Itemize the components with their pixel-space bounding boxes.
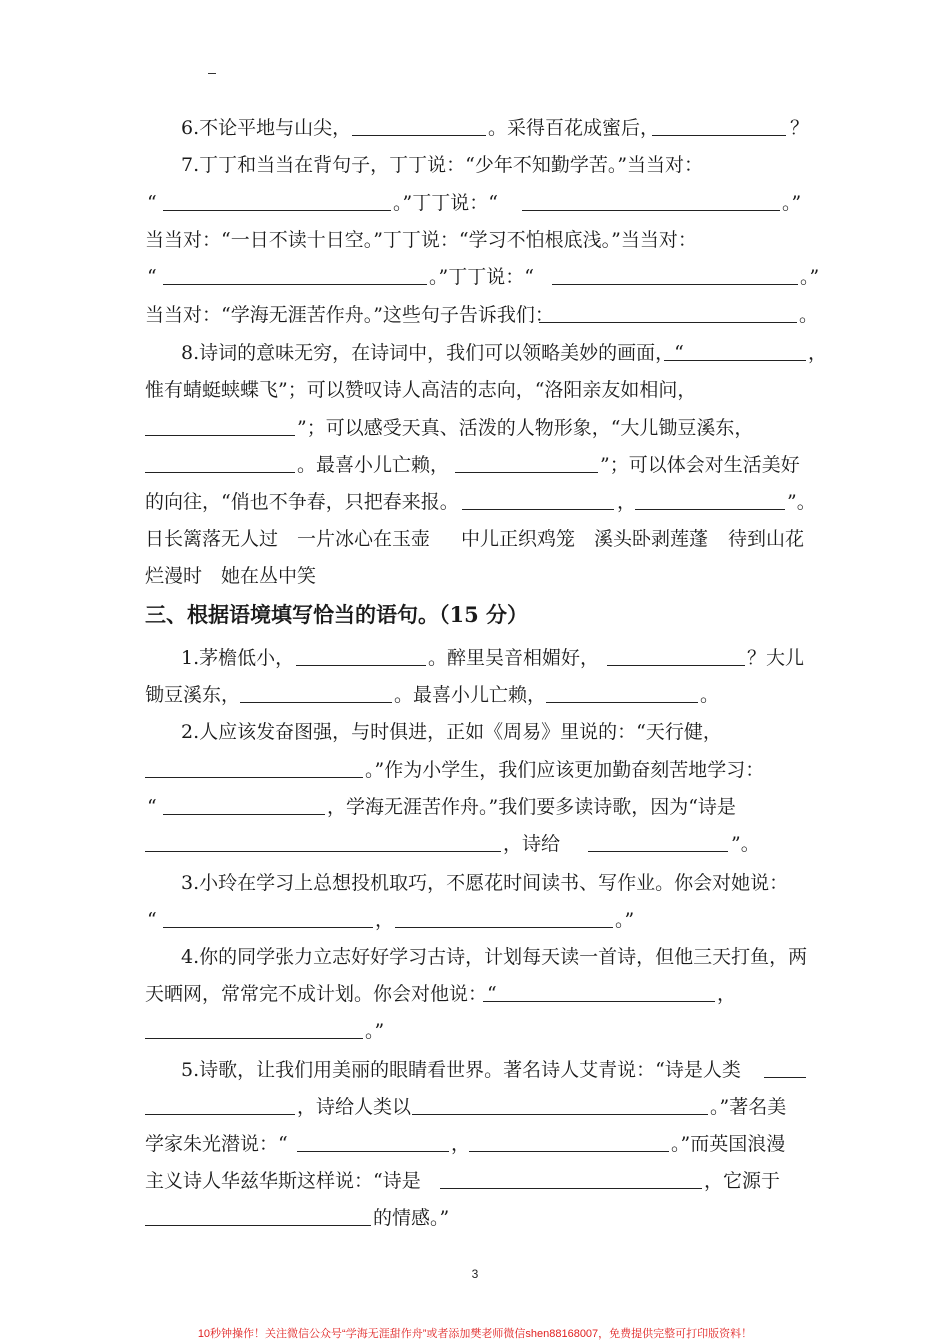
q6-blank-2[interactable]	[652, 135, 786, 136]
s3q1-text-a: 1.茅檐低小，	[181, 647, 295, 669]
s3q5-text-end: 的情感。”	[373, 1207, 450, 1229]
q7-text-d: 。”丁丁说：“	[429, 266, 534, 288]
s3q5-text-f: 主义诗人华兹华斯这样说：“诗是	[145, 1170, 421, 1192]
q8-blank-5[interactable]	[462, 509, 614, 510]
q7-quote-open: “	[147, 192, 157, 214]
s3q4-text-end: 。”	[365, 1020, 385, 1042]
q8-blank-4[interactable]	[455, 472, 598, 473]
q8-option: 待到山花	[728, 528, 805, 550]
page-number: 3	[471, 1267, 479, 1281]
s3q2-text-e: ”。	[731, 833, 760, 855]
s3-question-3-line-2	[0, 902, 950, 938]
s3q3-prompt: 3.小玲在学习上总想投机取巧，不愿花时间读书、写作业。你会对她说：	[181, 872, 789, 894]
q7-text-b: 。”丁丁说：“	[393, 192, 498, 214]
s3q2-blank-3[interactable]	[145, 851, 501, 852]
q6-text-c: ？	[790, 117, 810, 139]
s3q5-text-c: 。”著名美	[710, 1096, 787, 1118]
question-8-line-1	[0, 335, 950, 371]
s3q5-text-g: ，它源于	[704, 1170, 781, 1192]
question-8-line-3	[0, 410, 950, 446]
q7-blank-1[interactable]	[163, 210, 391, 211]
s3q2-text-d: ，诗给	[503, 833, 561, 855]
s3q5-blank-4[interactable]	[297, 1151, 449, 1152]
s3q5-blank-3[interactable]	[412, 1114, 708, 1115]
scan-mark	[208, 73, 216, 74]
s3q1-blank-1[interactable]	[296, 665, 426, 666]
q8-comma-2: ，	[617, 491, 637, 513]
question-8-line-4	[0, 447, 950, 483]
footer-promo-text: 10秒钟操作！关注微信公众号“学海无涯甜作舟”或者添加樊老师微信shen88168007，免费提供完整可打印版资料！	[197, 1328, 753, 1340]
q8-blank-2[interactable]	[145, 435, 295, 436]
s3q5-blank-7[interactable]	[145, 1225, 371, 1226]
s3q1-text-d: 锄豆溪东，	[145, 684, 241, 706]
q8-blank-6[interactable]	[635, 509, 785, 510]
section-3-heading: 三、根据语境填写恰当的语句。（15 分）	[145, 602, 529, 627]
s3q4-blank-2[interactable]	[145, 1038, 363, 1039]
s3q4-prompt: 4.你的同学张力立志好好学习古诗，计划每天读一首诗，但他三天打鱼，两	[181, 946, 808, 968]
s3q2-quote-open: “	[147, 796, 157, 818]
s3-question-2-line-1	[0, 714, 950, 750]
s3q2-blank-2[interactable]	[163, 814, 325, 815]
q8-prompt: 8.诗词的意味无穷，在诗词中，我们可以领略美妙的画面，“	[181, 342, 684, 364]
s3-question-5-line-5	[0, 1200, 950, 1236]
question-7-line-3	[0, 222, 950, 258]
s3q5-text-e: 。”而英国浪漫	[671, 1133, 786, 1155]
question-7-line-4	[0, 259, 950, 295]
question-8-line-2	[0, 372, 950, 408]
s3-question-5-line-2	[0, 1089, 950, 1125]
question-6	[0, 110, 950, 146]
s3q1-text-e: 。最喜小儿亡赖，	[394, 684, 547, 706]
q7-blank-3[interactable]	[163, 284, 427, 285]
s3q1-text-b: 。醉里吴音相媚好，	[428, 647, 600, 669]
q8-option: 烂漫时	[145, 565, 203, 587]
q7-blank-2[interactable]	[522, 210, 780, 211]
s3q5-blank-6[interactable]	[440, 1188, 702, 1189]
s3q5-blank-2[interactable]	[145, 1114, 295, 1115]
q8-option: 一片冰心在玉壶	[297, 528, 431, 550]
s3-question-2-line-4	[0, 826, 950, 862]
q7-text-e: 。”	[800, 266, 820, 288]
q8-blank-1[interactable]	[664, 360, 806, 361]
s3q5-prompt: 5.诗歌，让我们用美丽的眼睛看世界。著名诗人艾青说：“诗是人类	[181, 1059, 741, 1081]
s3q3-text-end: 。”	[615, 909, 635, 931]
q7-text-line5: 当当对：“学海无涯苦作舟。”这些句子告诉我们：	[145, 304, 554, 326]
s3-question-5-line-3	[0, 1126, 950, 1162]
s3-question-5-line-4	[0, 1163, 950, 1199]
s3q2-prompt: 2.人应该发奋图强，与时俱进，正如《周易》里说的：“天行健，	[181, 721, 722, 743]
s3q1-text-c: ？大儿	[747, 647, 805, 669]
q7-quote-open-2: “	[147, 266, 157, 288]
q7-text-f: 。	[799, 304, 819, 326]
s3-question-5-line-1	[0, 1052, 950, 1088]
q8-text-line2: 惟有蜻蜓蛱蝶飞”；可以赞叹诗人高洁的志向，“洛阳亲友如相问，	[145, 379, 697, 401]
q6-blank-1[interactable]	[352, 135, 486, 136]
q8-text-line4a: 。最喜小儿亡赖，	[297, 454, 450, 476]
q8-blank-3[interactable]	[145, 472, 295, 473]
question-7-line-1	[0, 147, 950, 183]
q7-text-c: 。”	[782, 192, 802, 214]
q8-options-row-1	[0, 521, 950, 557]
s3q2-blank-4[interactable]	[588, 851, 728, 852]
s3q3-quote-open: “	[147, 909, 157, 931]
question-8-line-5	[0, 484, 950, 520]
s3-question-4-line-1	[0, 939, 950, 975]
q7-prompt: 7.丁丁和当当在背句子，丁丁说：“少年不知勤学苦。”当当对：	[181, 154, 704, 176]
q7-blank-5[interactable]	[539, 322, 797, 323]
s3-question-2-line-3	[0, 789, 950, 825]
q6-text-a: 6.不论平地与山尖，	[181, 117, 352, 139]
q8-option: 中儿正织鸡笼	[461, 528, 576, 550]
q8-option: 她在丛中笑	[221, 565, 317, 587]
s3q4-blank-1[interactable]	[483, 1001, 715, 1002]
s3q3-comma: ，	[375, 909, 395, 931]
s3q2-text-b: 。”作为小学生，我们应该更加勤奋刻苦地学习：	[365, 759, 765, 781]
s3q1-blank-3[interactable]	[240, 702, 392, 703]
s3q1-blank-4[interactable]	[546, 702, 698, 703]
question-7-line-5	[0, 297, 950, 333]
q7-text-line3: 当当对：“一日不读十日空。”丁丁说：“学习不怕根底浅。”当当对：	[145, 229, 697, 251]
q8-text-line5: 的向往，“俏也不争春，只把春来报。	[145, 491, 459, 513]
s3q5-blank-1[interactable]	[764, 1077, 806, 1078]
s3q1-text-f: 。	[700, 684, 720, 706]
q6-text-b: 。采得百花成蜜后，	[488, 117, 660, 139]
s3q5-text-b: ，诗给人类以	[297, 1096, 412, 1118]
s3q3-blank-2[interactable]	[395, 927, 613, 928]
s3-question-4-line-3	[0, 1013, 950, 1049]
s3q5-text-d: 学家朱光潜说：“	[145, 1133, 288, 1155]
q8-options-row-2	[0, 558, 950, 594]
s3q4-text-b: 天晒网，常常完不成计划。你会对他说：“	[145, 983, 497, 1005]
s3q4-comma: ，	[717, 983, 737, 1005]
s3q2-blank-1[interactable]	[145, 777, 363, 778]
q8-option: 溪头卧剥莲蓬	[594, 528, 709, 550]
q8-option: 日长篱落无人过	[145, 528, 279, 550]
q7-blank-4[interactable]	[552, 284, 798, 285]
s3-question-3-line-1	[0, 865, 950, 901]
question-7-line-2	[0, 185, 950, 221]
q8-text-end: ”。	[787, 491, 816, 513]
s3q5-blank-5[interactable]	[469, 1151, 669, 1152]
s3q1-blank-2[interactable]	[607, 665, 745, 666]
s3-question-2-line-2	[0, 752, 950, 788]
s3q3-blank-1[interactable]	[163, 927, 373, 928]
s3q5-comma: ，	[451, 1133, 471, 1155]
s3-question-1-line-1	[0, 640, 950, 676]
s3-question-1-line-2	[0, 677, 950, 713]
s3-question-4-line-2	[0, 976, 950, 1012]
q8-text-line4b: ”；可以体会对生活美好	[600, 454, 800, 476]
q8-text-line3: ”；可以感受天真、活泼的人物形象，“大儿锄豆溪东，	[297, 417, 754, 439]
q8-comma: ，	[808, 342, 828, 364]
s3q2-text-c: ，学海无涯苦作舟。”我们要多读诗歌，因为“诗是	[327, 796, 736, 818]
